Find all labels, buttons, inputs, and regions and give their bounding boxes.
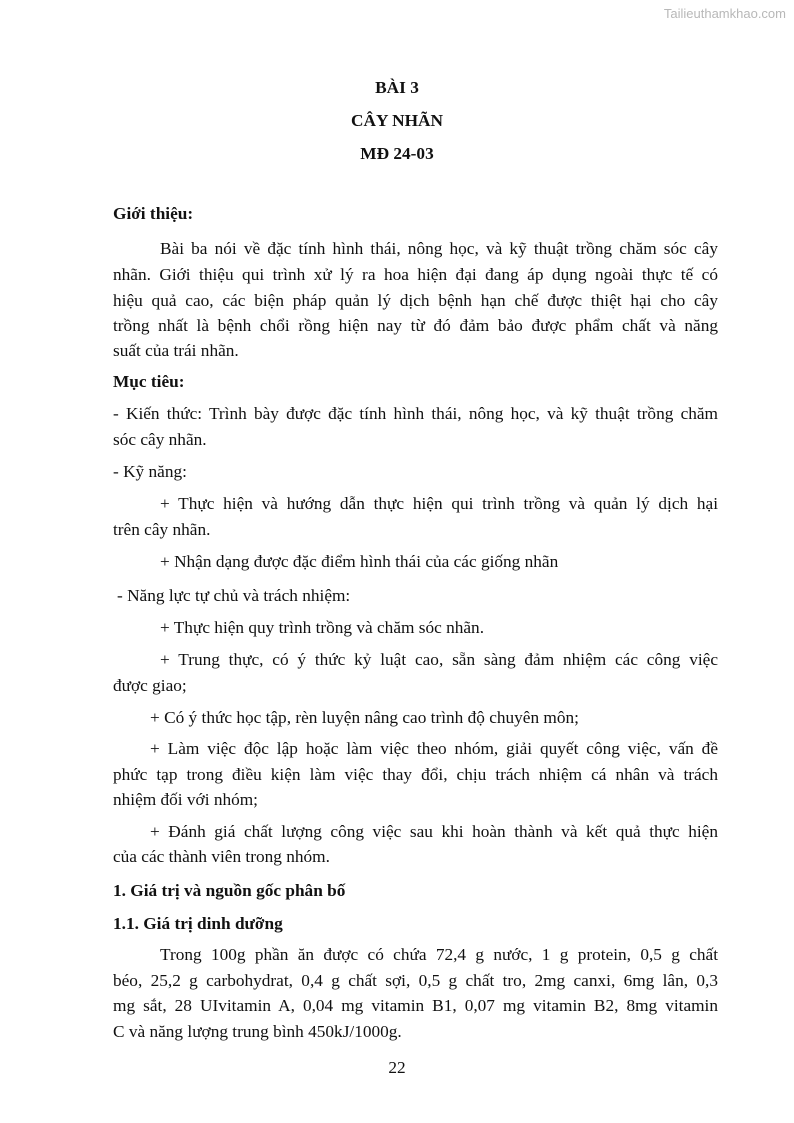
skill-line: + Nhận dạng được đặc điểm hình thái của các giống nhãn [160,552,559,571]
knowledge-line: - Kiến thức: Trình bày được đặc tính hình thái, nông học, và kỹ thuật trồng chăm [113,404,718,423]
module-code: MĐ 24-03 [360,144,434,163]
intro-line: Bài ba nói về đặc tính hình thái, nông học, và kỹ thuật trồng chăm sóc cây [160,239,718,258]
autonomy-line: + Thực hiện quy trình trồng và chăm sóc nhãn. [160,618,485,637]
watermark: Tailieuthamkhao.com [663,6,786,21]
section-heading: 1. Giá trị và nguồn gốc phân bố [113,881,346,900]
autonomy-line: + Trung thực, có ý thức kỷ luật cao, sẵn sàng đảm nhiệm các công việc [160,650,718,669]
lesson-title: CÂY NHÃN [350,111,443,130]
intro-heading: Giới thiệu: [113,204,194,223]
lesson-number: BÀI 3 [375,78,419,97]
intro-line: trồng nhất là bệnh chổi rồng hiện nay từ đó đảm bảo được phẩm chất và năng [113,316,718,335]
intro-line: nhãn. Giới thiệu qui trình xử lý ra hoa hiện đại đang áp dụng ngoài thực tế có [113,265,718,284]
intro-line: suất của trái nhãn. [113,341,239,360]
autonomy-line: + Đánh giá chất lượng công việc sau khi hoàn thành và kết quả thực hiện [150,822,718,841]
autonomy-line: được giao; [113,676,187,695]
nutrition-line: C và năng lượng trung bình 450kJ/1000g. [113,1022,402,1041]
autonomy-line: phức tạp trong điều kiện làm việc thay đổi, chịu trách nhiệm cá nhân và trách [113,765,718,784]
nutrition-line: béo, 25,2 g carbohydrat, 0,4 g chất sợi, 0,5 g chất tro, 2mg canxi, 6mg lân, 0,3 [113,971,718,990]
subsection-heading: 1.1. Giá trị dinh dưỡng [113,914,283,933]
skills-label: - Kỹ năng: [113,462,187,481]
knowledge-line: sóc cây nhãn. [113,430,207,449]
skill-line: trên cây nhãn. [113,520,211,539]
nutrition-line: Trong 100g phần ăn được có chứa 72,4 g nước, 1 g protein, 0,5 g chất [160,945,718,964]
autonomy-line: + Làm việc độc lập hoặc làm việc theo nhóm, giải quyết công việc, vấn đề [150,739,718,758]
nutrition-line: mg sắt, 28 UIvitamin A, 0,04 mg vitamin B1, 0,07 mg vitamin B2, 8mg vitamin [113,996,718,1015]
autonomy-line: + Có ý thức học tập, rèn luyện nâng cao trình độ chuyên môn; [150,708,579,727]
objectives-heading: Mục tiêu: [113,372,185,391]
skill-line: + Thực hiện và hướng dẫn thực hiện qui trình trồng và quản lý dịch hại [160,494,718,513]
autonomy-line: nhiệm đối với nhóm; [113,790,258,809]
autonomy-line: của các thành viên trong nhóm. [113,847,330,866]
page-number: 22 [388,1058,406,1077]
intro-line: hiệu quả cao, các biện pháp quản lý dịch bệnh hạn chế được thiệt hại cho cây [113,291,718,310]
autonomy-label: - Năng lực tự chủ và trách nhiệm: [117,586,351,605]
